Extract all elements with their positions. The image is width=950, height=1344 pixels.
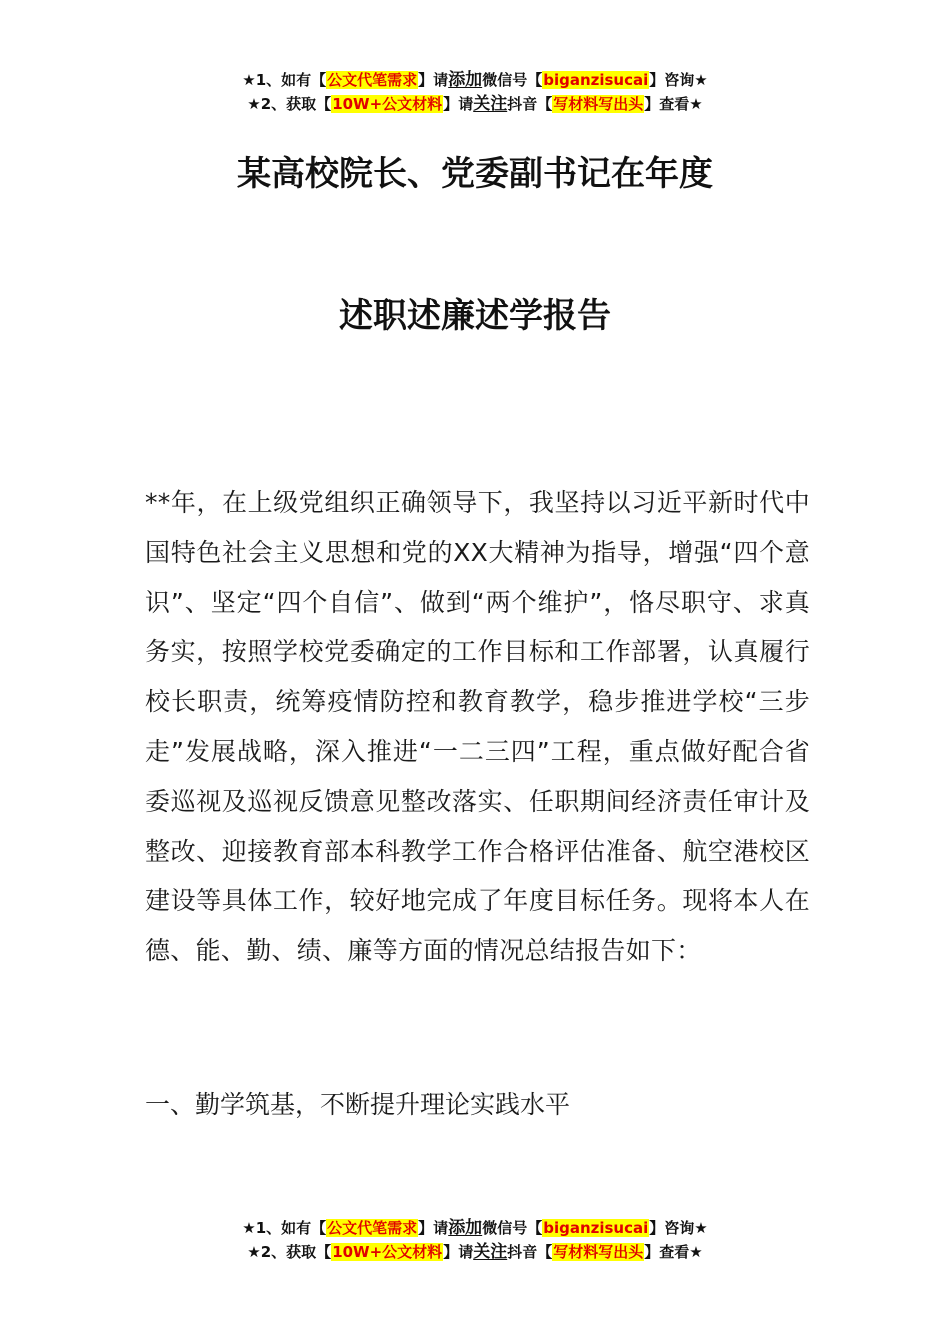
promo-line-1: [0, 1216, 950, 1240]
highlight-douyin-id: 写材料写出头: [553, 95, 644, 113]
promo-text: 】咨询★: [649, 1219, 708, 1237]
promo-text: 】请: [418, 71, 449, 89]
promo-text: 】请: [443, 95, 474, 113]
promo-text: ★2、获取【: [247, 95, 332, 113]
promo-emphasis: 添加: [448, 70, 483, 90]
promo-emphasis: 添加: [448, 1218, 483, 1238]
section-heading: 一、勤学筑基，不断提升理论实践水平: [145, 1090, 571, 1119]
promo-line-2: [0, 1240, 950, 1264]
highlight-douyin-id: 写材料写出头: [553, 1243, 644, 1261]
intro-paragraph: **年，在上级党组织正确领导下，我坚持以习近平新时代中国特色社会主义思想和党的XX大精神为指导，增强“四个意识”、坚定“四个自信”、做到“两个维护”，恪尽职守、求真务实，按照学校党委确定的工作目标和工作部署，认真履行校长职责，统筹疫情防控和教育教学，稳步推进学校“三步走”发展战略，深入推进“一二三四”工程，重点做好配合省委巡视及巡视反馈意见整改落实、任职期间经济责任审计及整改、迎接教育部本科教学工作合格评估准备、航空港校区建设等具体工作，较好地完成了年度目标任务。现将本人在德、能、勤、绩、廉等方面的情况总结报告如下：: [145, 488, 810, 966]
promo-header: [0, 68, 950, 116]
highlight-materials: 10W+公文材料: [332, 95, 443, 113]
promo-text: 】请: [443, 1243, 474, 1261]
promo-emphasis: 关注: [473, 1242, 508, 1262]
promo-line-2: [0, 92, 950, 116]
promo-text: 抖音【: [507, 95, 553, 113]
document-title-line-1: 某高校院长、党委副书记在年度: [237, 154, 713, 194]
highlight-service: 公文代笔需求: [327, 71, 418, 89]
promo-text: ★1、如有【: [242, 1219, 327, 1237]
promo-line-1: [0, 68, 950, 92]
document-title-line-2: 述职述廉述学报告: [339, 296, 611, 336]
promo-text: 抖音【: [507, 1243, 553, 1261]
promo-text: 】请: [418, 1219, 449, 1237]
highlight-materials: 10W+公文材料: [332, 1243, 443, 1261]
promo-text: 】查看★: [644, 1243, 703, 1261]
highlight-wechat-id: biganzisucai: [543, 1219, 649, 1237]
promo-text: 】咨询★: [649, 71, 708, 89]
promo-text: 微信号【: [482, 1219, 543, 1237]
promo-footer: [0, 1216, 950, 1264]
promo-text: ★2、获取【: [247, 1243, 332, 1261]
promo-emphasis: 关注: [473, 94, 508, 114]
highlight-service: 公文代笔需求: [327, 1219, 418, 1237]
promo-text: ★1、如有【: [242, 71, 327, 89]
promo-text: 】查看★: [644, 95, 703, 113]
promo-text: 微信号【: [482, 71, 543, 89]
highlight-wechat-id: biganzisucai: [543, 71, 649, 89]
